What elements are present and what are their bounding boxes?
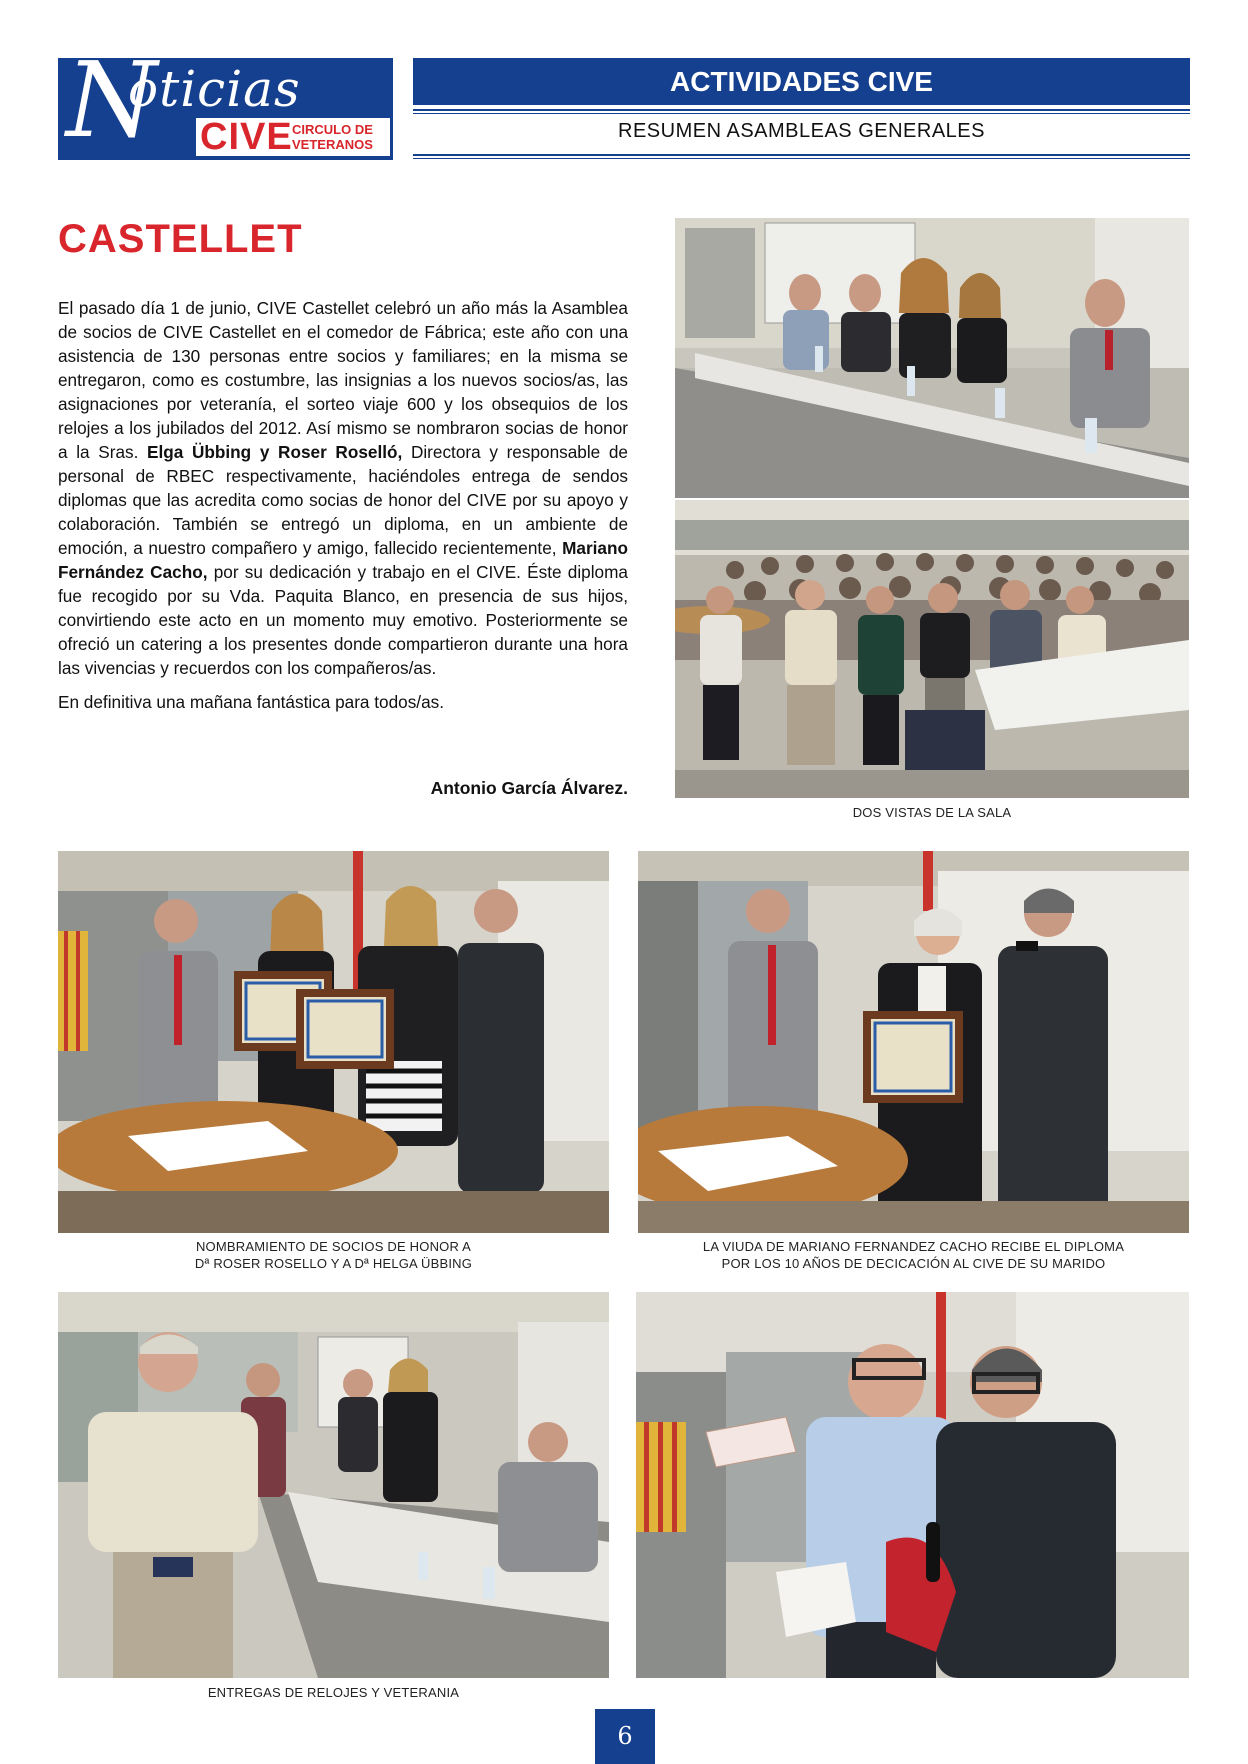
photo-head-table: [675, 218, 1189, 498]
photo-check-handover: [636, 1292, 1189, 1678]
header-rule-bottom-thin: [413, 158, 1190, 159]
p1-text-a: El pasado día 1 de junio, CIVE Castellet celebró un año más la Asamblea de socios de CIVE Castellet en el comedor de Fábrica; este año con una asistencia de 130 personas entre socios y familiares; en la misma se entregaron, como es costumbre, las insignias a los nuevos socios/as, las asignaciones por veteranía, el sorteo viaje 600 y los obsequios de los relojes a los jubilados del 2012. Así mismo se nombraron socias de honor a la Sras.: [58, 298, 628, 462]
caption-honorary-line1: NOMBRAMIENTO DE SOCIOS DE HONOR A: [195, 1239, 472, 1254]
p1-text-b: Directora y responsable de personal de RBEC respectivamente, haciéndoles entrega de sendos diplomas que las acredita como socias de honor del CIVE por su apoyo y colaboración. También se entregó un diploma, en un ambiente de emoción, a nuestro compañero y amigo, fallecido recientemente,: [58, 442, 628, 558]
article-signature: Antonio García Álvarez.: [430, 778, 628, 798]
header-rule-top-thin: [413, 113, 1190, 114]
logo-subtitle-line2: VETERANOS: [292, 137, 373, 152]
logo-word: oticias: [128, 60, 301, 118]
header-rule-bottom: [413, 154, 1190, 156]
page-number: 6: [595, 1709, 655, 1764]
p1-bold-names: Elga Übbing y Roser Roselló,: [147, 442, 403, 462]
photo-honorary-members: [58, 851, 609, 1233]
article-paragraph-2: En definitiva una mañana fantástica para todos/as.: [58, 692, 445, 712]
caption-honorary-members: [58, 1238, 609, 1272]
p1-bold-name: Mariano Fernández Cacho,: [58, 538, 628, 582]
photo-widow-diploma: [638, 851, 1189, 1233]
photo-watch-deliveries: [58, 1292, 609, 1678]
logo-subtitle: [292, 122, 373, 152]
article-title: CASTELLET: [58, 217, 303, 261]
caption-watch-deliveries: ENTREGAS DE RELOJES Y VETERANIA: [207, 1685, 460, 1700]
photo-audience: [675, 500, 1189, 798]
section-subtitle: RESUMEN ASAMBLEAS GENERALES: [618, 120, 985, 142]
header-rule-top: [413, 109, 1190, 111]
section-title: ACTIVIDADES CIVE: [670, 66, 933, 97]
caption-widow-diploma: [638, 1238, 1189, 1272]
caption-honorary-line2: Dª ROSER ROSELLO Y A Dª HELGA ÜBBING: [194, 1256, 473, 1271]
logo-subtitle-line1: CIRCULO DE: [292, 122, 373, 137]
article-paragraph-1: [58, 296, 628, 680]
caption-widow-line2: POR LOS 10 AÑOS DE DECICACIÓN AL CIVE DE SU MARIDO: [721, 1256, 1106, 1271]
article-body: [58, 296, 628, 724]
caption-widow-line1: LA VIUDA DE MARIANO FERNANDEZ CACHO RECIBE EL DIPLOMA: [702, 1239, 1125, 1254]
logo-brand: CIVE: [200, 116, 293, 158]
p1-text-c: por su dedicación y trabajo en el CIVE. Éste diploma fue recogido por su Vda. Paquita Blanco, en presencia de sus hijos, convirtiendo este acto en un momento muy emotivo. Posteriormente se ofreció un catering a los presentes donde compartieron durante una hora las vivencias y recuerdos con los compañeros/as.: [58, 562, 628, 678]
caption-room-views: DOS VISTAS DE LA SALA: [852, 805, 1012, 820]
logo-initial: N: [66, 39, 157, 161]
